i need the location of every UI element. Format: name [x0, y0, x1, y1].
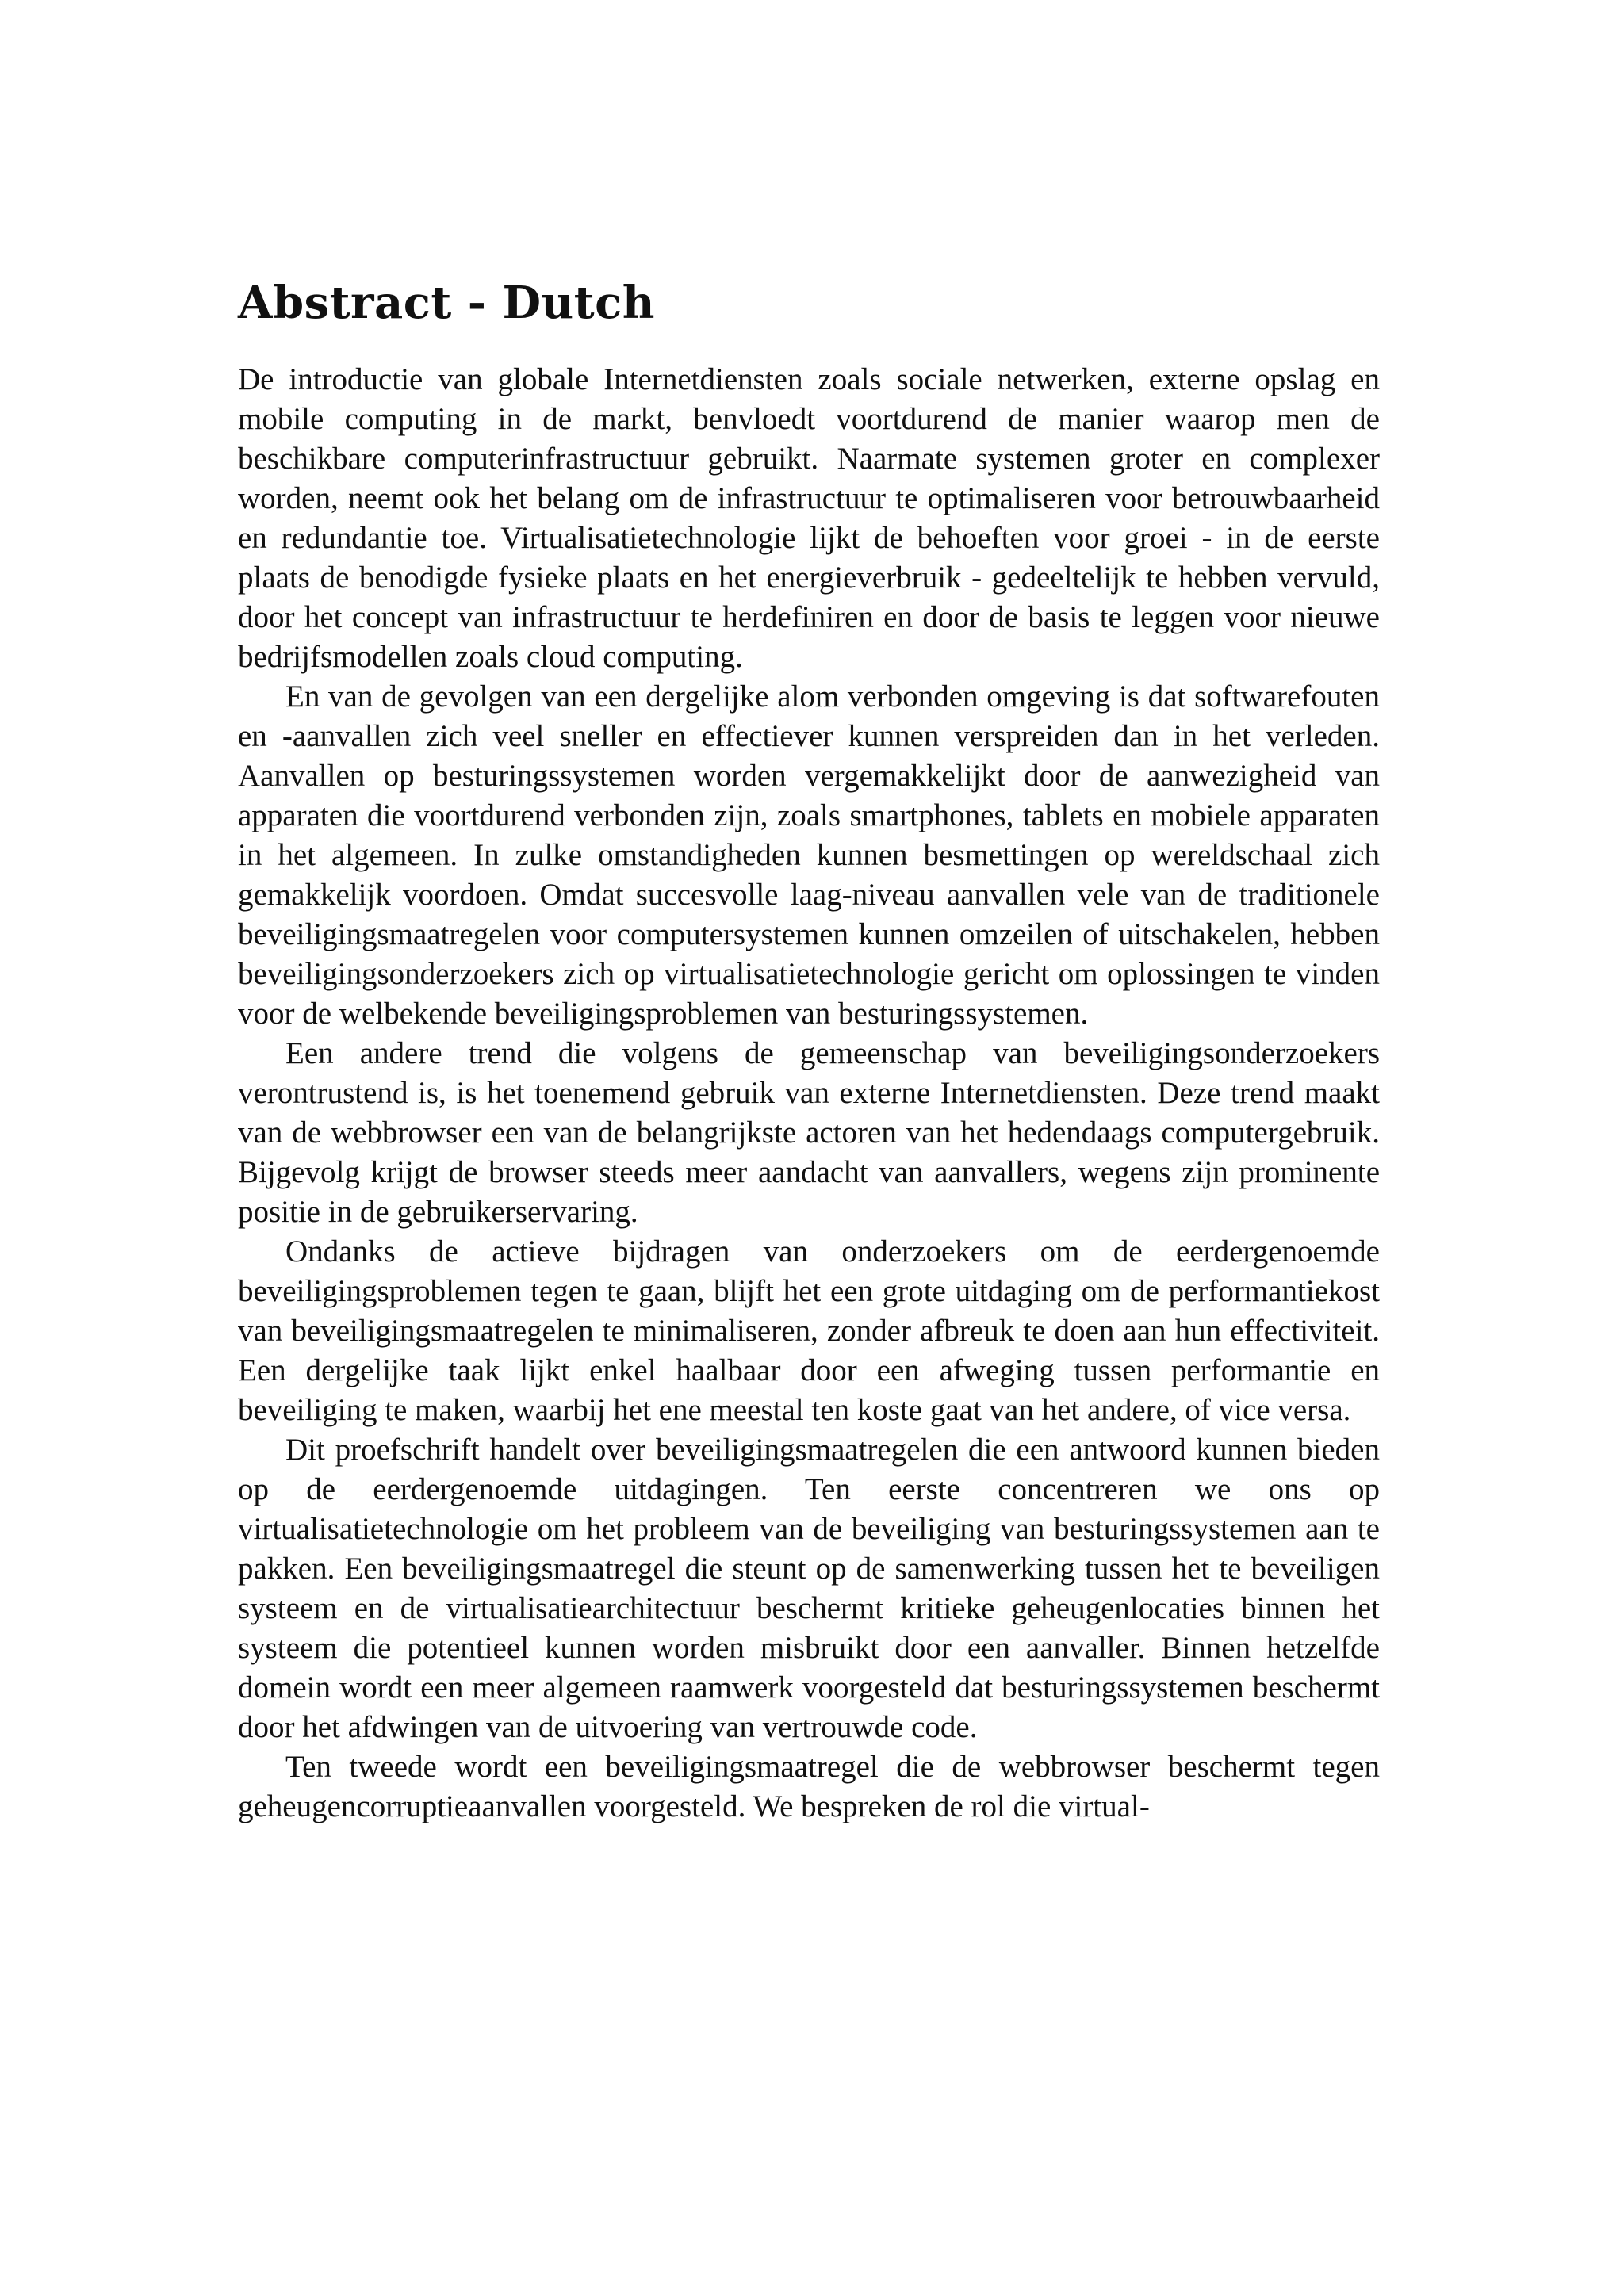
paragraph-4: Ondanks de actieve bijdragen van onderzoekers om de eerdergenoemde beveiligingsproblemen tegen te gaan, blijft het een grote uitdaging om de performantiekost van beveiligingsmaatregelen te minimaliseren, zonder afbreuk te doen aan hun effectiviteit. Een dergelijke taak lijkt enkel haalbaar door een afweging tussen performantie en beveiliging te maken, waarbij het ene meestal ten koste gaat van het andere, of vice versa. — [238, 1234, 1380, 1427]
paragraph-6: Ten tweede wordt een beveiligingsmaatregel die de webbrowser beschermt tegen geheugencorruptieaanvallen voorgesteld. We bespreken de rol die virtual- — [238, 1749, 1380, 1823]
paragraph-3: Een andere trend die volgens de gemeenschap van beveiligingsonderzoekers verontrustend is, is het toenemend gebruik van externe Internetdiensten. Deze trend maakt van de webbrowser een van de belangrijkste actoren van het hedendaags computergebruik. Bijgevolg krijgt de browser steeds meer aandacht van aanvallers, wegens zijn prominente positie in de gebruikerservaring. — [238, 1035, 1380, 1229]
paragraph-2: En van de gevolgen van een dergelijke alom verbonden omgeving is dat softwarefouten en -aanvallen zich veel sneller en effectiever kunnen verspreiden dan in het verleden. Aanvallen op besturingssystemen worden vergemakkelijkt door de aanwezigheid van apparaten die voortdurend verbonden zijn, zoals smartphones, tablets en mobiele apparaten in het algemeen. In zulke omstandigheden kunnen besmettingen op wereldschaal zich gemakkelijk voordoen. Omdat succesvolle laag-niveau aanvallen vele van de traditionele beveiligingsmaatregelen voor computersystemen kunnen omzeilen of uitschakelen, hebben beveiligingsonderzoekers zich op virtualisatietechnologie gericht om oplossingen te vinden voor de welbekende beveiligingsproblemen van besturingssystemen. — [238, 679, 1380, 1031]
paragraph-5: Dit proefschrift handelt over beveiligingsmaatregelen die een antwoord kunnen bieden op de eerdergenoemde uitdagingen. Ten eerste concentreren we ons op virtualisatietechnologie om het probleem van de beveiliging van besturingssystemen aan te pakken. Een beveiligingsmaatregel die steunt op de samenwerking tussen het te beveiligen systeem en de virtualisatiearchitectuur beschermt kritieke geheugenlocaties binnen het systeem die potentieel kunnen worden misbruikt door een aanvaller. Binnen hetzelfde domein wordt een meer algemeen raamwerk voorgesteld dat besturingssystemen beschermt door het afdwingen van de uitvoering van vertrouwde code. — [238, 1432, 1380, 1744]
paragraph-1: De introductie van globale Internetdiensten zoals sociale netwerken, externe opslag en mobile computing in de markt, benvloedt voortdurend de manier waarop men de beschikbare computerinfrastructuur gebruikt. Naarmate systemen groter en complexer worden, neemt ook het belang om de infrastructuur te optimaliseren voor betrouwbaarheid en redundantie toe. Virtualisatietechnologie lijkt de behoeften voor groei - in de eerste plaats de benodigde fysieke plaats en het energieverbruik - gedeeltelijk te hebben vervuld, door het concept van infrastructuur te herdefiniren en door de basis te leggen voor nieuwe bedrijfsmodellen zoals cloud computing. — [238, 362, 1380, 674]
section-title: Abstract - Dutch — [238, 277, 655, 329]
abstract-section — [238, 279, 1380, 1827]
